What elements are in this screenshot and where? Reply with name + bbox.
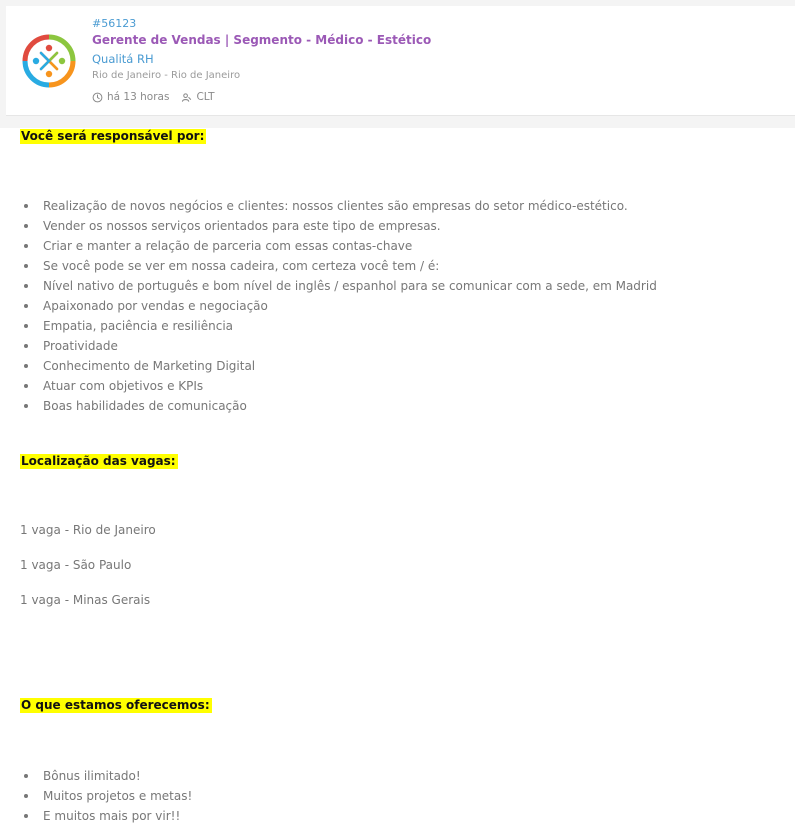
list-item: Realização de novos negócios e clientes: nossos clientes são empresas do setor médico-estético. (43, 196, 657, 216)
list-item: E muitos mais por vir!! (43, 806, 192, 826)
benefits-list (0, 766, 192, 826)
contract-type: CLT (196, 91, 215, 103)
section-heading-locations: Localização das vagas: (21, 454, 176, 468)
location-line: 1 vaga - São Paulo (20, 558, 132, 572)
section-heading-responsibilities: Você será responsável por: (21, 129, 205, 143)
company-name[interactable]: Qualitá RH (92, 52, 154, 66)
list-item: Empatia, paciência e resiliência (43, 316, 657, 336)
location-line: 1 vaga - Minas Gerais (20, 593, 151, 607)
job-meta (92, 91, 215, 103)
list-item: Vender os nossos serviços orientados para este tipo de empresas. (43, 216, 657, 236)
list-item: Atuar com objetivos e KPIs (43, 376, 657, 396)
posted-time: há 13 horas (107, 91, 170, 103)
job-header-card (6, 6, 795, 116)
job-description (0, 128, 795, 834)
list-item: Conhecimento de Marketing Digital (43, 356, 657, 376)
responsibilities-list (0, 196, 657, 416)
section-heading-benefits: O que estamos oferecemos: (21, 698, 210, 712)
list-item: Bônus ilimitado! (43, 766, 192, 786)
location-line: 1 vaga - Rio de Janeiro (20, 523, 156, 537)
contract-person-icon (181, 92, 192, 103)
job-id: #56123 (92, 17, 137, 30)
list-item: Se você pode se ver em nossa cadeira, com certeza você tem / é: (43, 256, 657, 276)
list-item: Apaixonado por vendas e negociação (43, 296, 657, 316)
list-item: Proatividade (43, 336, 657, 356)
job-location: Rio de Janeiro - Rio de Janeiro (92, 70, 241, 81)
list-item: Boas habilidades de comunicação (43, 396, 657, 416)
list-item: Muitos projetos e metas! (43, 786, 192, 806)
clock-icon (92, 92, 103, 103)
company-logo[interactable] (20, 32, 78, 90)
list-item: Nível nativo de português e bom nível de inglês / espanhol para se comunicar com a sede, em Madrid (43, 276, 657, 296)
list-item: Criar e manter a relação de parceria com essas contas-chave (43, 236, 657, 256)
job-title[interactable]: Gerente de Vendas | Segmento - Médico - Estético (92, 33, 432, 47)
